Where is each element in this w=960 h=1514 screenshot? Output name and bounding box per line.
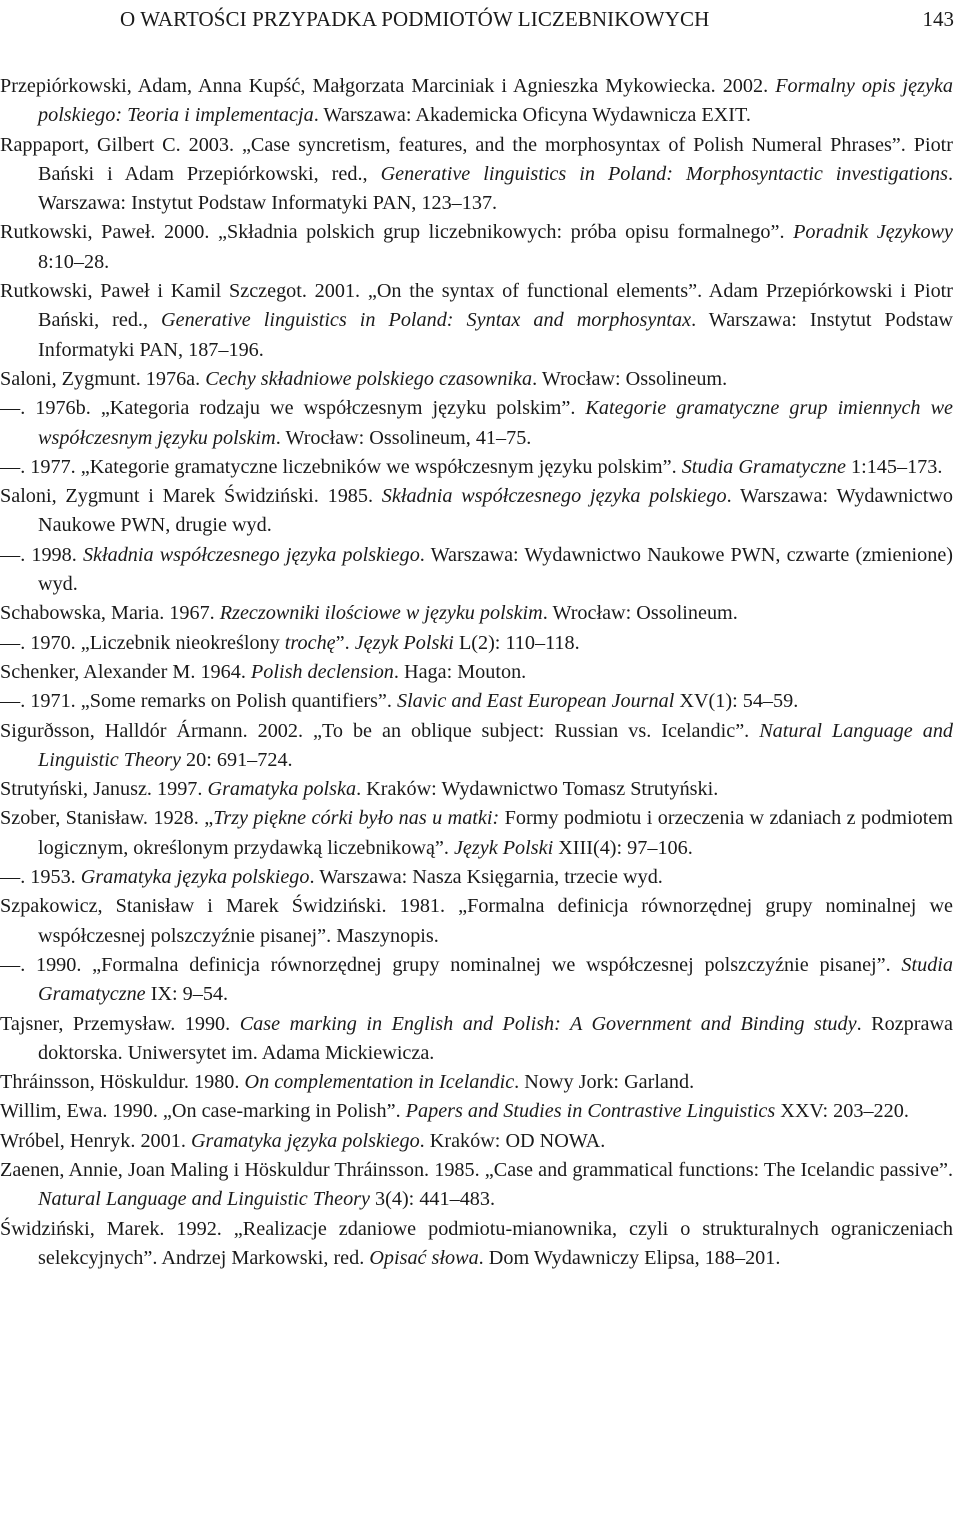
reference-title: Kategorie gramatyczne grup imiennych we współczesnym języku polskim <box>38 397 953 449</box>
reference-title: Opisać słowa <box>369 1246 479 1269</box>
reference-entry <box>0 394 953 453</box>
reference-text: —. 1971. „Some remarks on Polish quantifiers”. <box>0 690 397 713</box>
reference-text: Saloni, Zygmunt. 1976a. <box>0 367 206 390</box>
reference-title: Papers and Studies in Contrastive Linguistics <box>405 1100 776 1123</box>
reference-title: Składnia współczesnego języka polskiego <box>82 543 420 566</box>
reference-text: L(2): 110–118. <box>453 631 580 654</box>
reference-entry <box>0 717 953 776</box>
reference-text: . Dom Wydawniczy Elipsa, 188–201. <box>478 1246 781 1269</box>
reference-text: XIII(4): 97–106. <box>553 836 693 859</box>
reference-text: . Warszawa: Instytut Podstaw Informatyki PAN, 187–196. <box>38 309 953 361</box>
reference-text: . Wrocław: Ossolineum. <box>542 602 738 625</box>
reference-title: trochę <box>284 631 336 654</box>
reference-entry <box>0 804 953 863</box>
reference-text: . Kraków: OD NOWA. <box>419 1129 606 1152</box>
reference-text: XXV: 203–220. <box>775 1100 909 1123</box>
reference-text: XV(1): 54–59. <box>674 690 799 713</box>
reference-title: Język Polski <box>453 836 554 859</box>
reference-entry <box>0 599 953 628</box>
reference-title: Gramatyka języka polskiego <box>190 1129 420 1152</box>
reference-text: . Warszawa: Akademicka Oficyna Wydawnicza EXIT. <box>313 104 751 127</box>
reference-title: On complementation in Icelandic <box>244 1071 515 1094</box>
reference-title: Formalny opis języka polskiego: Teoria i implementacja <box>38 75 953 127</box>
reference-text: —. 1953. <box>0 866 81 889</box>
reference-text: . Warszawa: Wydawnictwo Naukowe PWN, drugie wyd. <box>38 485 953 537</box>
reference-text: 8:10–28. <box>38 250 110 273</box>
reference-title: Gramatyka polska <box>207 778 357 801</box>
reference-entry <box>0 1156 953 1215</box>
reference-entry <box>0 1127 953 1156</box>
reference-entry <box>0 277 953 365</box>
reference-entry <box>0 775 953 804</box>
reference-text: . Kraków: Wydawnictwo Tomasz Strutyński. <box>356 778 719 801</box>
reference-entry <box>0 1068 953 1097</box>
reference-list <box>0 72 953 1273</box>
reference-title: Slavic and East European Journal <box>396 690 675 713</box>
reference-text: Sigurðsson, Halldór Ármann. 2002. „To be an oblique subject: Russian vs. Icelandic”. <box>0 719 760 742</box>
reference-text: Rutkowski, Paweł i Kamil Szczegot. 2001. „On the syntax of functional elements”. Adam Przepiórkowski i Piotr Bański, red., <box>0 280 953 332</box>
reference-title: Cechy składniowe polskiego czasownika <box>205 367 533 390</box>
reference-text: Schenker, Alexander M. 1964. <box>0 660 251 683</box>
reference-text: . Wrocław: Ossolineum, 41–75. <box>275 426 532 449</box>
reference-text: Rutkowski, Paweł. 2000. „Składnia polskich grup liczebnikowych: próba opisu formalnego”. <box>0 221 794 244</box>
reference-entry <box>0 863 953 892</box>
reference-entry <box>0 541 953 600</box>
reference-entry <box>0 218 953 277</box>
reference-title: Składnia współczesnego języka polskiego <box>381 485 727 508</box>
reference-text: —. 1977. „Kategorie gramatyczne liczebników we współczesnym języku polskim”. <box>0 455 682 478</box>
reference-title: Generative linguistics in Poland: Morphosyntactic investigations <box>380 162 948 185</box>
reference-title: Case marking in English and Polish: A Government and Binding study <box>239 1012 857 1035</box>
reference-title: Natural Language and Linguistic Theory <box>38 719 954 771</box>
reference-text: ”. <box>335 631 355 654</box>
reference-title: Język Polski <box>354 631 454 654</box>
reference-entry <box>0 1215 953 1274</box>
reference-text: Formy podmiotu i orzeczenia w zdaniach z podmiotem logicznym, określonym przydawką liczebnikową”. <box>38 807 953 859</box>
reference-text: Szpakowicz, Stanisław i Marek Świdziński. 1981. „Formalna definicja równorzędnej grupy nominalnej we współczesnej polszczyźnie pisanej”. Maszynopis. <box>0 895 953 947</box>
reference-text: Tajsner, Przemysław. 1990. <box>0 1012 240 1035</box>
reference-text: IX: 9–54. <box>145 983 229 1006</box>
reference-title: Generative linguistics in Poland: Syntax and morphosyntax <box>161 309 692 332</box>
reference-entry <box>0 658 953 687</box>
reference-text: Świdziński, Marek. 1992. „Realizacje zdaniowe podmiotu-mianownika, czyli o strukturalnych ograniczeniach selekcyjnych”. Andrzej Markowski, red. <box>0 1217 953 1269</box>
reference-text: Przepiórkowski, Adam, Anna Kupść, Małgorzata Marciniak i Agnieszka Mykowiecka. 2002. <box>0 75 776 97</box>
reference-entry <box>0 365 953 394</box>
reference-text: Schabowska, Maria. 1967. <box>0 602 220 625</box>
reference-text: . Warszawa: Nasza Księgarnia, trzecie wyd. <box>309 866 663 889</box>
reference-title: Studia Gramatyczne <box>681 455 846 478</box>
reference-text: Willim, Ewa. 1990. „On case-marking in Polish”. <box>0 1100 406 1123</box>
reference-entry <box>0 629 953 658</box>
reference-title: Gramatyka języka polskiego <box>80 866 310 889</box>
reference-text: . Warszawa: Wydawnictwo Naukowe PWN, czwarte (zmienione) wyd. <box>38 543 954 596</box>
reference-entry <box>0 892 953 951</box>
reference-entry <box>0 482 953 541</box>
reference-text: Szober, Stanisław. 1928. „ <box>0 807 214 830</box>
reference-text: —. 1998. <box>0 543 83 566</box>
reference-text: Zaenen, Annie, Joan Maling i Höskuldur Thráinsson. 1985. „Case and grammatical functions: The Icelandic passive”. <box>0 1158 953 1181</box>
reference-entry <box>0 951 953 1010</box>
reference-entry <box>0 687 953 716</box>
reference-text: . Nowy Jork: Garland. <box>514 1071 695 1094</box>
reference-text: Thráinsson, Höskuldur. 1980. <box>0 1071 245 1094</box>
reference-entry <box>0 453 953 482</box>
reference-text: 1:145–173. <box>845 455 943 478</box>
reference-entry <box>0 1010 953 1069</box>
reference-text: . Wrocław: Ossolineum. <box>532 367 728 390</box>
reference-text: . Rozprawa doktorska. Uniwersytet im. Adama Mickiewicza. <box>38 1012 953 1064</box>
reference-title: Poradnik Językowy <box>793 221 953 244</box>
reference-entry <box>0 72 953 131</box>
reference-text: . Haga: Mouton. <box>393 660 527 683</box>
page-number: 143 <box>922 7 954 31</box>
reference-text: —. 1976b. „Kategoria rodzaju we współczesnym języku polskim”. <box>0 397 586 420</box>
reference-text: Strutyński, Janusz. 1997. <box>0 778 208 801</box>
reference-title: Studia Gramatyczne <box>38 953 953 1006</box>
reference-entry <box>0 131 953 219</box>
running-title: O WARTOŚCI PRZYPADKA PODMIOTÓW LICZEBNIKOWYCH <box>120 7 710 31</box>
reference-text: Wróbel, Henryk. 2001. <box>0 1129 191 1152</box>
reference-text: —. 1990. „Formalna definicja równorzędnej grupy nominalnej we współczesnej polszczyźnie pisanej”. <box>0 953 902 976</box>
reference-title: Natural Language and Linguistic Theory <box>38 1188 370 1211</box>
reference-title: Trzy piękne córki było nas u matki: <box>213 807 500 830</box>
reference-text: Rappaport, Gilbert C. 2003. „Case syncretism, features, and the morphosyntax of Polish Numeral Phrases”. Piotr Bański i Adam Przepiórkowski, red., <box>0 133 953 185</box>
reference-text: 3(4): 441–483. <box>370 1188 496 1211</box>
reference-title: Rzeczowniki ilościowe w języku polskim <box>219 602 543 625</box>
reference-text: 20: 691–724. <box>181 748 293 771</box>
running-header <box>0 2 960 36</box>
reference-entry <box>0 1097 953 1126</box>
reference-text: Saloni, Zygmunt i Marek Świdziński. 1985. <box>0 485 382 508</box>
reference-text: . Warszawa: Instytut Podstaw Informatyki PAN, 123–137. <box>38 162 953 215</box>
reference-text: —. 1970. „Liczebnik nieokreślony <box>0 631 285 654</box>
reference-title: Polish declension <box>250 660 394 683</box>
